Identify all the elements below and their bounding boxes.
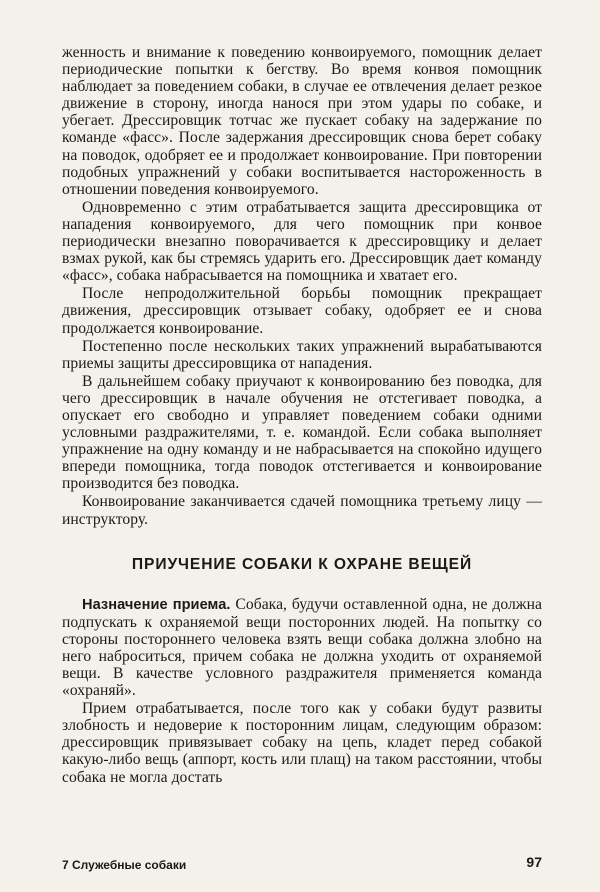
- paragraph-text: Собака, будучи оставленной одна, не должна подпускать к охраняемой вещи посторонних людей. На попытку со стороны постороннего человека взять вещи собака должна злобно на него наброситься, причем собака не должна уходить от охраняемой вещи. В качестве условного раздражителя применяется команда «охраняй».: [62, 595, 542, 700]
- printer-signature: 7 Служебные собаки: [62, 858, 187, 872]
- page-number: 97: [526, 854, 542, 870]
- paragraph: Конвоирование заканчивается сдачей помощника третьему лицу — инструктору.: [62, 493, 542, 528]
- paragraph: Прием отрабатывается, после того как у собаки будут развиты злобность и недоверие к посторонним лицам, следующим образом: дрессировщик привязывает собаку на цепь, кладет перед собакой какую-либо вещь (аппорт, кость или плащ) на таком расстоянии, чтобы собака не могла достать: [62, 700, 542, 786]
- paragraph: женность и внимание к поведению конвоируемого, помощник делает периодические попытки к бегству. Во время конвоя помощник наблюдает за поведением собаки, в случае ее отвлечения делает резкое движение в сторону, иногда нанося при этом удары по собаке, и убегает. Дрессировщик тотчас же пускает собаку на задержание по команде «фасс». После задержания дрессировщик снова берет собаку на поводок, одобряет ее и продолжает конвоирование. При повторении подобных упражнений у собаки воспитывается настороженность в отношении поведения конвоируемого.: [62, 44, 542, 198]
- paragraph: Постепенно после нескольких таких упражнений вырабатываются приемы защиты дрессировщика от нападения.: [62, 337, 542, 372]
- paragraph: [62, 596, 542, 700]
- paragraph: После непродолжительной борьбы помощник прекращает движения, дрессировщик отзывает собаку, одобряет ее и снова продолжается конвоирование.: [62, 285, 542, 337]
- paragraph: В дальнейшем собаку приучают к конвоированию без поводка, для чего дрессировщик в начале обучения не отстегивает поводка, а опускает его свободно и управляет поведением собаки одними условными раздражителями, т. е. командой. Если собака выполняет упражнение на одну команду и не набрасывается на спокойно идущего впереди помощника, тогда поводок отстегивается и конвоирование производится без поводка.: [62, 372, 542, 493]
- paragraph: Одновременно с этим отрабатывается защита дрессировщика от нападения конвоируемого, для чего помощник при конвое периодически внезапно поворачивается к дрессировщику и делает взмах рукой, как бы стремясь ударить его. Дрессировщик дает команду «фасс», собака набрасывается на помощника и хватает его.: [62, 198, 542, 285]
- page-body: [62, 44, 542, 786]
- section-heading: ПРИУЧЕНИЕ СОБАКИ К ОХРАНЕ ВЕЩЕЙ: [131, 555, 473, 573]
- page-footer: [62, 856, 542, 874]
- paragraph-lead: Назначение приема.: [82, 596, 231, 613]
